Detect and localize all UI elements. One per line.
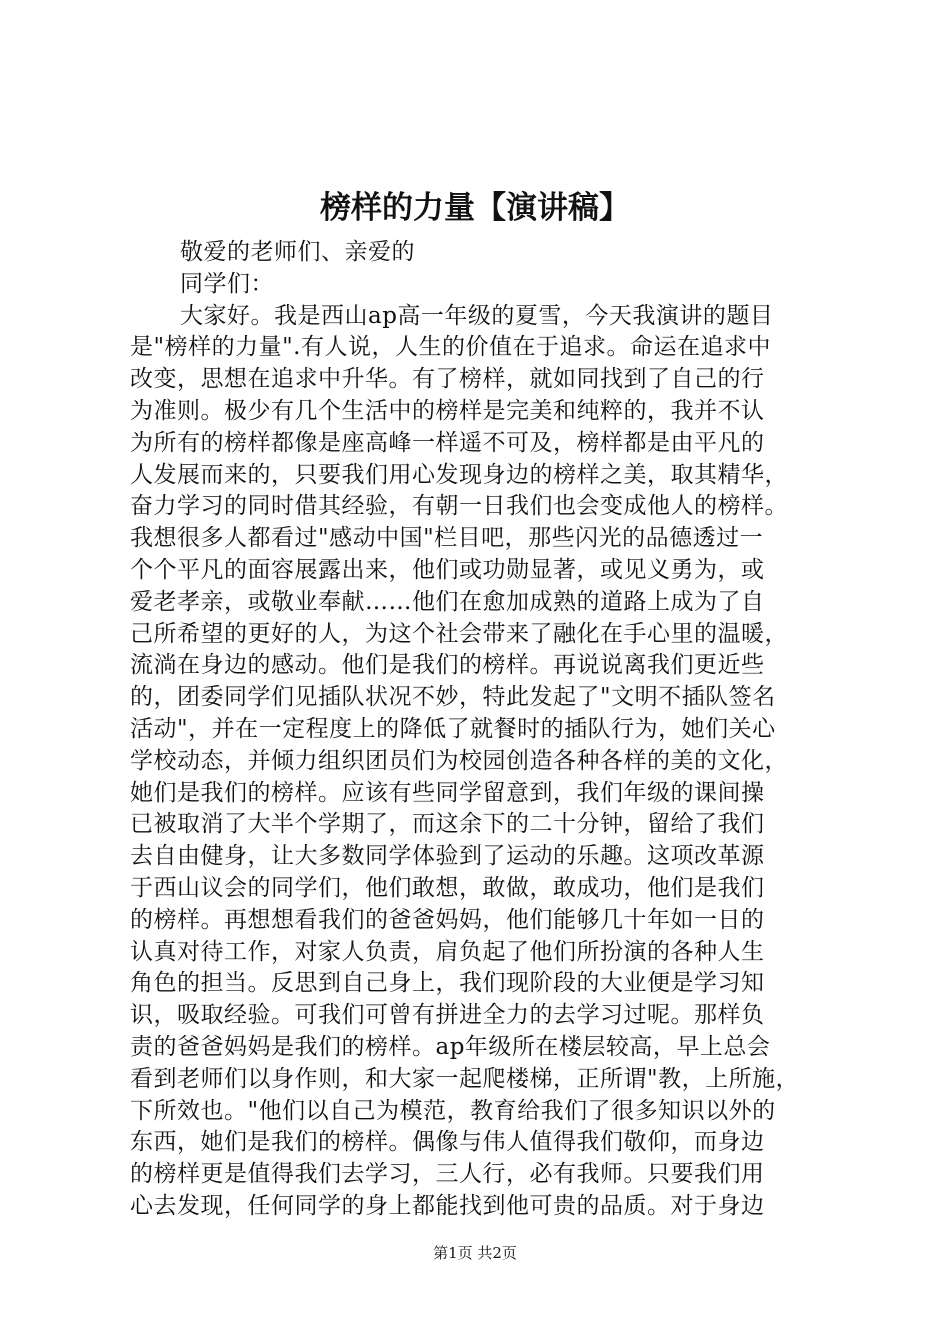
paragraph-line: 个个平凡的面容展露出来，他们或功勋显著，或见义勇为，或 [130,556,765,583]
paragraph-line: 的，团委同学们见插队状况不妙，特此发起了"文明不插队签名 [130,684,776,711]
paragraph-line: 看到老师们以身作则，和大家一起爬楼梯，正所谓"教，上所施， [130,1065,800,1092]
paragraph-line: 大家好。我是西山ap高一年级的夏雪，今天我演讲的题目 [180,302,774,329]
paragraph-line: 为准则。极少有几个生活中的榜样是完美和纯粹的，我并不认 [130,397,765,424]
paragraph-line: 已被取消了大半个学期了，而这余下的二十分钟，留给了我们 [130,811,765,838]
paragraph-line: 去自由健身，让大多数同学体验到了运动的乐趣。这项改革源 [130,843,765,870]
salutation-line-2: 同学们： [180,270,274,297]
paragraph-line: 学校动态，并倾力组织团员们为校园创造各种各样的美的文化， [130,747,788,774]
paragraph-line: 我想很多人都看过"感动中国"栏目吧，那些闪光的品德透过一 [130,525,764,552]
paragraph-line: 于西山议会的同学们，他们敢想，敢做，敢成功，他们是我们 [130,874,765,901]
salutation-line-1: 敬爱的老师们、亲爱的 [180,239,415,265]
paragraph-line: 为所有的榜样都像是座高峰一样遥不可及，榜样都是由平凡的 [130,429,765,456]
paragraph-line: 爱老孝亲，或敬业奉献……他们在愈加成熟的道路上成为了自 [130,588,765,615]
paragraph-line: 活动"，并在一定程度上的降低了就餐时的插队行为，她们关心 [130,715,776,742]
paragraph-line: 东西，她们是我们的榜样。偶像与伟人值得我们敬仰，而身边 [130,1129,765,1156]
paragraph-line: 认真对待工作，对家人负责，肩负起了他们所扮演的各种人生 [130,938,765,965]
paragraph-line: 是"榜样的力量".有人说，人生的价值在于追求。命运在追求中 [130,334,771,361]
paragraph-line: 下所效也。"他们以自己为模范，教育给我们了很多知识以外的 [130,1097,776,1124]
paragraph-line: 的榜样更是值得我们去学习，三人行，必有我师。只要我们用 [130,1161,765,1188]
paragraph-line: 识，吸取经验。可我们可曾有拼进全力的去学习过呢。那样负 [130,1002,765,1029]
paragraph-line: 心去发现，任何同学的身上都能找到他可贵的品质。对于身边 [130,1192,765,1219]
paragraph-line: 流淌在身边的感动。他们是我们的榜样。再说说离我们更近些 [130,652,765,679]
document-body [130,237,830,1223]
paragraph-line: 她们是我们的榜样。应该有些同学留意到，我们年级的课间操 [130,779,765,806]
paragraph-line: 奋力学习的同时借其经验，有朝一日我们也会变成他人的榜样。 [130,493,788,520]
paragraph-line: 角色的担当。反思到自己身上，我们现阶段的大业便是学习知 [130,970,765,997]
paragraph-line: 责的爸爸妈妈是我们的榜样。ap年级所在楼层较高，早上总会 [130,1033,771,1060]
paragraph-line: 改变，思想在追求中升华。有了榜样，就如同找到了自己的行 [130,366,765,393]
paragraph-line: 己所希望的更好的人，为这个社会带来了融化在手心里的温暖， [130,620,788,647]
document-title: 榜样的力量【演讲稿】 [320,190,630,226]
page-number-footer: 第1页 共2页 [433,1244,517,1262]
paragraph-line: 人发展而来的，只要我们用心发现身边的榜样之美，取其精华， [130,461,788,488]
paragraph-line: 的榜样。再想想看我们的爸爸妈妈，他们能够几十年如一日的 [130,906,765,933]
